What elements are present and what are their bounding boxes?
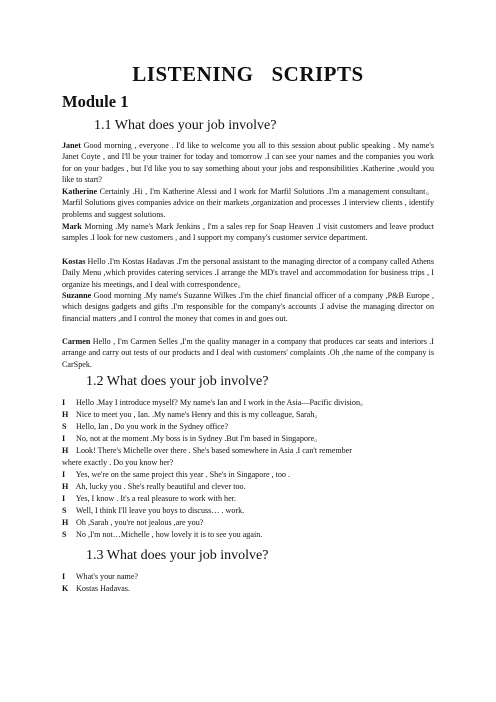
paragraph-text: Hello , I'm Carmen Selles ,I'm the quality manager in a company that produces car seats and interiors .I arrange and carry out tests of our products and I deal with customers' complaints .Oh ,the name of the company is CarSpek.: [62, 337, 434, 369]
module-heading: Module 1: [62, 92, 129, 111]
dialogue-line: K Kostas Hadavas.: [62, 584, 130, 593]
dialogue-line: H Look! There's Michelle over there . She's based somewhere in Asia .I can't remember: [62, 446, 352, 455]
paragraph-mark: [62, 221, 434, 244]
dialogue-line: S No ,I'm not…Michelle , how lovely it is to see you again.: [62, 530, 263, 539]
dialogue-line: I Hello .May I introduce myself? My name's Ian and I work in the Asia—Pacific division。: [62, 398, 369, 407]
paragraph-text: Certainly .Hi , I'm Katherine Alessi and I work for Marfil Solutions .I'm a management consultant。Marfil Solutions gives companies advice on their markets ,organization and processes .I interview clients , identify problems and suggest solutions.: [62, 187, 434, 219]
dialogue-line: I What's your name?: [62, 572, 139, 581]
dialogue-line-continued: where exactly . Do you know her?: [62, 458, 174, 467]
dialogue-line: S Well, I think I'll leave you boys to discuss… . work.: [62, 506, 245, 515]
dialogue-line: I Yes, I know . It's a real pleasure to work with her.: [62, 494, 236, 503]
paragraph-janet: [62, 140, 434, 186]
paragraph-suzanne: [62, 290, 434, 324]
speaker-name: Suzanne: [62, 291, 92, 300]
paragraph-katherine: [62, 186, 434, 220]
speaker-name: Janet: [62, 141, 81, 150]
paragraph-carmen: [62, 336, 434, 370]
title-word-1: LISTENING: [132, 62, 254, 86]
paragraph-text: Good morning .My name's Suzanne Wilkes .I'm the chief financial officer of a company ,P&B Europe , which designs gadgets and gifts .I'm responsible for the company's accounts .I advise the managing director on financial matters ,and I control the money that comes in and goes out.: [62, 291, 434, 323]
speaker-name: Kostas: [62, 257, 86, 266]
dialogue-line: H Oh ,Sarah , you're not jealous ,are you?: [62, 518, 204, 527]
document-title: [62, 62, 434, 87]
dialogue-line: H Nice to meet you , Ian. .My name's Henry and this is my colleague, Sarah。: [62, 410, 323, 419]
paragraph-kostas: [62, 256, 434, 290]
dialogue-line: H Ah, lucky you . She's really beautiful and clever too.: [62, 482, 246, 491]
section-heading-1-2: 1.2 What does your job involve?: [86, 374, 269, 389]
speaker-name: Mark: [62, 222, 82, 231]
dialogue-line: I No, not at the moment .My boss is in Sydney .But I'm based in Singapore。: [62, 434, 323, 443]
section-heading-1-3: 1.3 What does your job involve?: [86, 548, 269, 563]
section-heading-1-1: 1.1 What does your job involve?: [94, 118, 277, 133]
speaker-name: Katherine: [62, 187, 98, 196]
speaker-name: Carmen: [62, 337, 91, 346]
paragraph-text: Hello .I'm Kostas Hadavas .I'm the personal assistant to the managing director of a company called Athens Daily Menu ,which provides catering services .I arrange the MD's travel and accommodation for business trips , I organize his meetings, and I deal with correspondence。: [62, 257, 434, 289]
dialogue-line: I Yes, we're on the same project this year . She's in Singapore , too .: [62, 470, 291, 479]
paragraph-text: Good morning , everyone . I'd like to welcome you all to this session about public speaking . My name's Janet Coyte , and I'll be your trainer for today and tomorrow .I can see your names and the companies you work for on your badges , but I'd like you to say something about your jobs and responsibilities .Katherine ,would you like to start?: [62, 141, 434, 185]
title-word-2: SCRIPTS: [271, 62, 364, 86]
paragraph-text: Morning .My name's Mark Jenkins , I'm a sales rep for Soap Heaven .I visit customers and leave product samples .I look for new customers , and I support my company's customer service department.: [62, 222, 434, 243]
dialogue-line: S Hello, Ian , Do you work in the Sydney office?: [62, 422, 229, 431]
